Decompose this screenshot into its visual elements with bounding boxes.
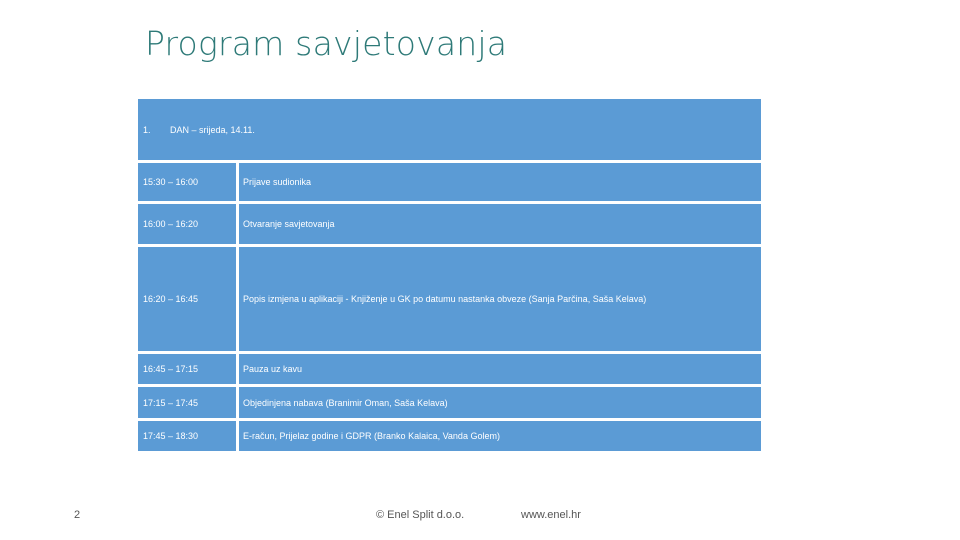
schedule-activity: Otvaranje savjetovanja <box>239 204 761 244</box>
schedule-time: 17:15 – 17:45 <box>138 387 236 418</box>
schedule-activity: E-račun, Prijelaz godine i GDPR (Branko Kalaica, Vanda Golem) <box>239 421 761 451</box>
schedule-row <box>138 163 761 201</box>
schedule-table <box>138 99 761 451</box>
schedule-row <box>138 204 761 244</box>
day-title: DAN – srijeda, 14.11. <box>170 125 255 135</box>
schedule-header-row <box>138 99 761 160</box>
schedule-row <box>138 354 761 384</box>
schedule-time: 16:45 – 17:15 <box>138 354 236 384</box>
page-number: 2 <box>74 509 81 521</box>
schedule-row <box>138 421 761 451</box>
schedule-time: 16:20 – 16:45 <box>138 247 236 351</box>
schedule-activity: Objedinjena nabava (Branimir Oman, Saša Kelava) <box>239 387 761 418</box>
schedule-time: 15:30 – 16:00 <box>138 163 236 201</box>
slide-title: Program savjetovanja <box>145 24 508 63</box>
schedule-activity: Pauza uz kavu <box>239 354 761 384</box>
footer-url: www.enel.hr <box>521 509 581 521</box>
day-number: 1. <box>143 125 151 135</box>
schedule-row <box>138 247 761 351</box>
schedule-time: 16:00 – 16:20 <box>138 204 236 244</box>
schedule-time: 17:45 – 18:30 <box>138 421 236 451</box>
schedule-activity: Popis izmjena u aplikaciji - Knjiženje u GK po datumu nastanka obveze (Sanja Parčina, Saša Kelava) <box>239 247 761 351</box>
footer-copyright: © Enel Split d.o.o. <box>376 509 465 521</box>
schedule-activity: Prijave sudionika <box>239 163 761 201</box>
schedule-row <box>138 387 761 418</box>
